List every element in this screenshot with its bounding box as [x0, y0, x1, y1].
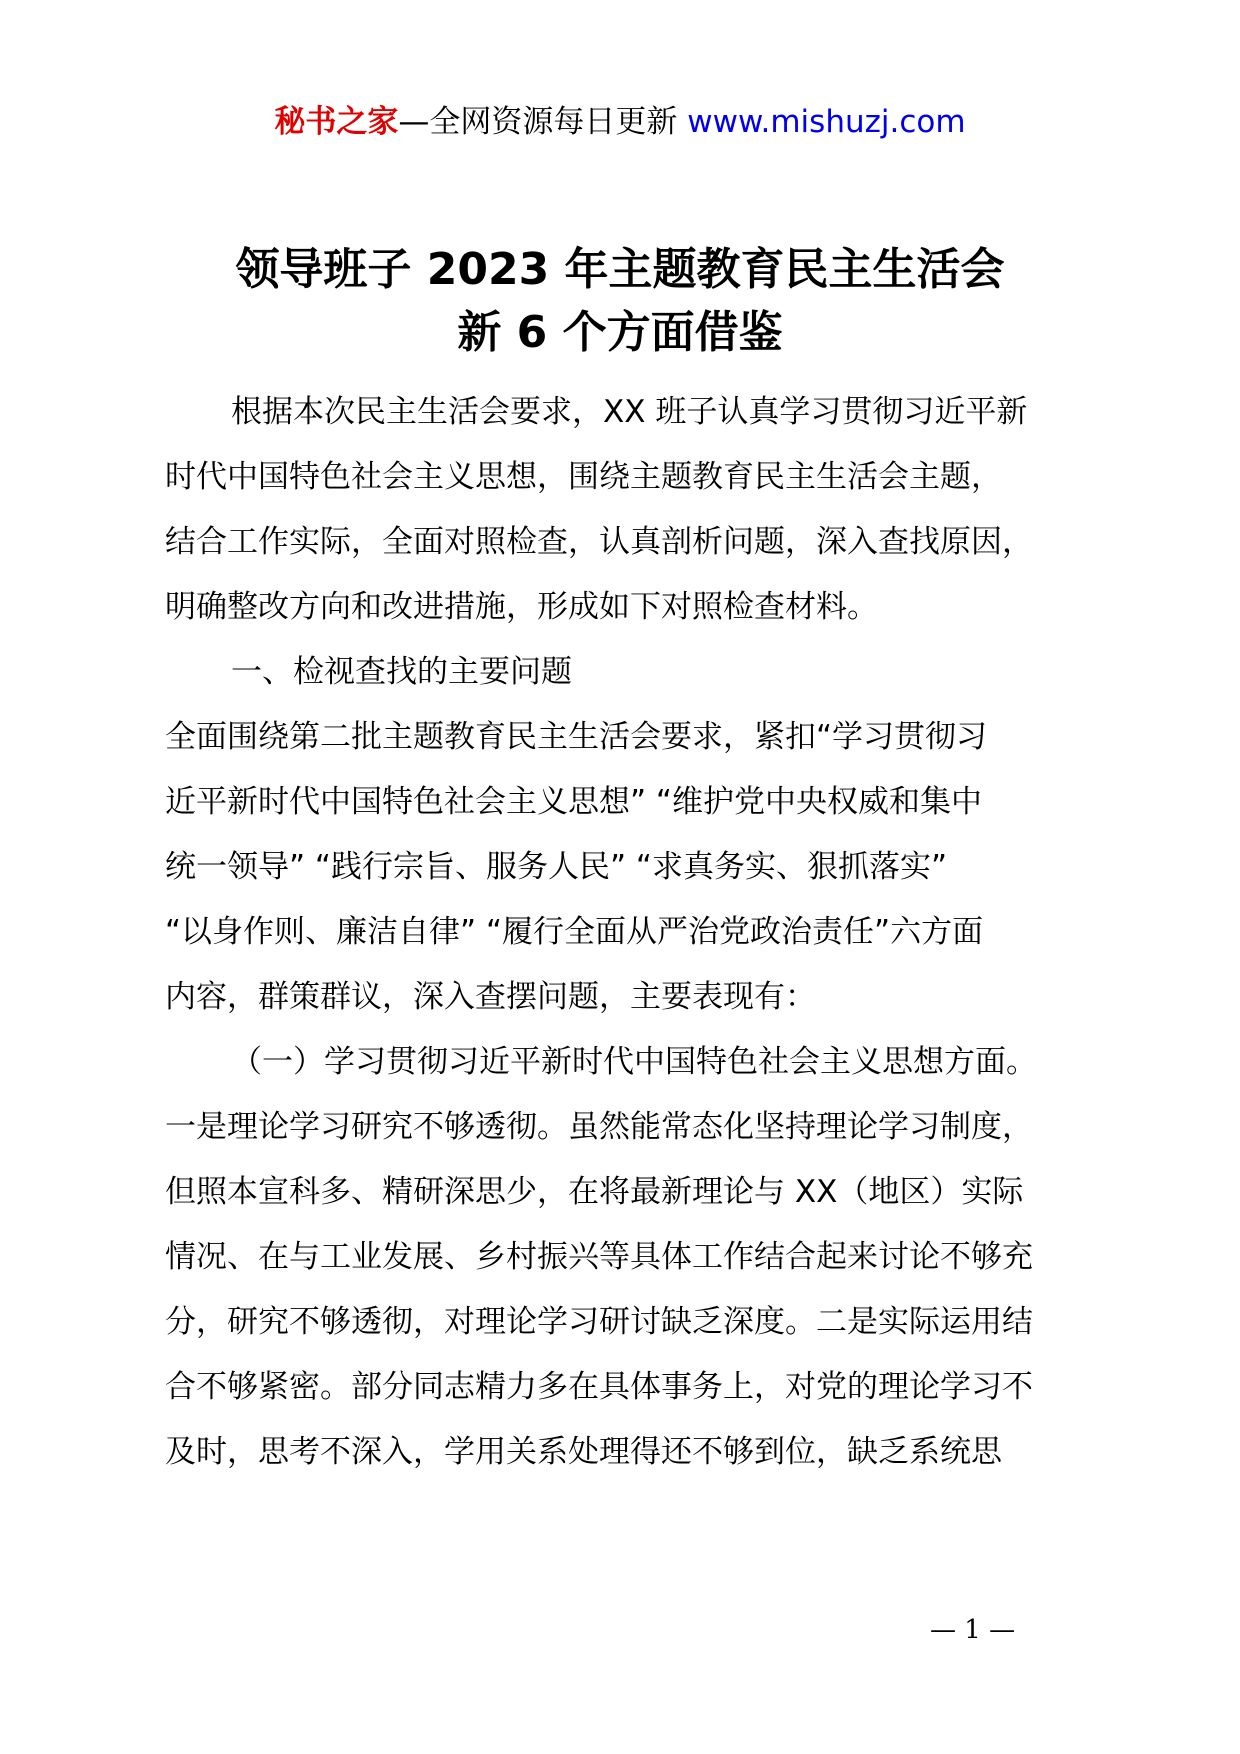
document-title-line-1: 领导班子 2023 年主题教育民主生活会: [235, 244, 1005, 295]
paragraph-line: 但照本宣科多、精研深思少，在将最新理论与 XX（地区）实际: [165, 1174, 1024, 1210]
paragraph-line: 全面围绕第二批主题教育民主生活会要求，紧扣“学习贯彻习: [165, 719, 988, 755]
paragraph-line: 分，研究不够透彻，对理论学习研讨缺乏深度。二是实际运用结: [165, 1304, 1033, 1340]
document-body: [165, 380, 1120, 1485]
document-title-line-2: 新 6 个方面借鉴: [457, 307, 783, 358]
paragraph-line: 近平新时代中国特色社会主义思想” “维护党中央权威和集中: [165, 784, 982, 820]
paragraph-line: 情况、在与工业发展、乡村振兴等具体工作结合起来讨论不够充: [165, 1239, 1033, 1275]
paragraph-line: 内容，群策群议，深入查摆问题，主要表现有：: [165, 979, 816, 1015]
page-number: — 1 —: [930, 1615, 1016, 1645]
paragraph-line: 结合工作实际，全面对照检查，认真剖析问题，深入查找原因，: [165, 524, 1033, 560]
paragraph-line: 统一领导” “践行宗旨、服务人民” “求真务实、狠抓落实”: [165, 849, 948, 885]
site-header: [0, 100, 1240, 144]
paragraph-line: 时代中国特色社会主义思想，围绕主题教育民主生活会主题，: [165, 459, 1002, 495]
paragraph-line: 一是理论学习研究不够透彻。虽然能常态化坚持理论学习制度，: [165, 1109, 1033, 1145]
paragraph-line: 根据本次民主生活会要求，XX 班子认真学习贯彻习近平新: [231, 394, 1028, 430]
paragraph-line: 及时，思考不深入，学用关系处理得还不够到位，缺乏系统思: [165, 1434, 1002, 1470]
paragraph-line: 明确整改方向和改进措施，形成如下对照检查材料。: [165, 589, 878, 625]
subsection-heading: （一）学习贯彻习近平新时代中国特色社会主义思想方面。: [231, 1044, 1037, 1080]
paragraph-line: “以身作则、廉洁自律” “履行全面从严治党政治责任”六方面: [165, 914, 984, 950]
site-tagline: —全网资源每日更新: [398, 104, 688, 140]
site-url-link[interactable]: www.mishuzj.com: [687, 104, 966, 140]
site-brand: 秘书之家: [274, 104, 399, 140]
paragraph-line: 合不够紧密。部分同志精力多在具体事务上，对党的理论学习不: [165, 1369, 1033, 1405]
section-heading: 一、检视查找的主要问题: [231, 654, 572, 690]
